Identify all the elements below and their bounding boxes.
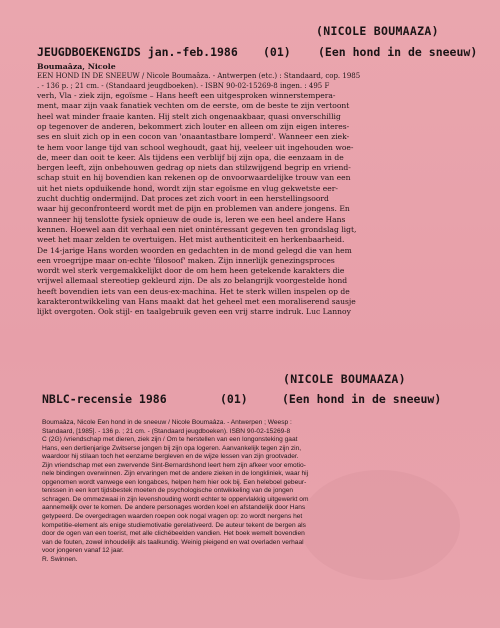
clipping-2-review — [42, 419, 470, 564]
entry-number: (01) — [263, 45, 291, 59]
review-line: kennen. Hoewel aan dit verhaal een niet onintéressant gegeven ten grondslag ligt, — [37, 224, 357, 234]
biblio-line: . - 136 p. ; 21 cm. - (Standaard jeugdboeken). - ISBN 90-02-15269-8 ingen. : 495 F — [37, 81, 330, 90]
clipping-1-review — [37, 62, 483, 318]
review-line: voor jongeren vanaf 12 jaar. — [42, 547, 124, 555]
review-line: tenissen in een kort tijdsbestek moeten de psychologische ontwikkeling van de jongen — [42, 487, 294, 495]
review-line: uit het niets opduikende hond, wordt zijn star egoïsme en vlug gekwetste eer- — [37, 183, 338, 193]
review-line: schap stuit en hij bovendien kan rekenen op de onvoorwaardelijke trouw van een — [37, 173, 351, 183]
clipping-1-header — [37, 45, 478, 59]
review-line: Hans, een dertienjarige Zwitserse jongen bij zijn opa logeren. Aanvankelijk tegen zijn zin, — [42, 444, 302, 452]
review-line: een vroegrijpe maar on-echte 'filosoof' maken. Zijn innerlijk genezingsproces — [37, 255, 335, 265]
review-line: waardoor hij stilaan toch het eenzame bergleven en de wijze lessen van zijn grootvader. — [42, 453, 299, 461]
review-line: wanneer hij tenslotte fysiek opnieuw de oude is, leren we een heel andere Hans — [37, 214, 346, 224]
review-line: verh, Vla - ziek zijn, egoïsme – Hans heeft een uitgesproken winnerstempera- — [37, 91, 336, 101]
review-line: door de ogen van een toerist, met alle clichébeelden vandien. Het boek wemelt bovendien — [42, 530, 305, 538]
review-line: weet het maar zelden te overtuigen. Het mist authenticiteit en herkenbaarheid. — [37, 235, 345, 245]
book-title: (Een hond in de sneeuw) — [282, 392, 442, 406]
review-line: ses en sluit zich op in een cocon van 'onaantastbare lomperd'. Wanneer een ziek- — [37, 132, 350, 142]
review-line: C (2G) /vriendschap met dieren, ziek zijn / Om te herstellen van een longonsteking gaat — [42, 436, 298, 444]
review-line: bergen leeft, zijn onbehouwen gedrag op niets dan stilzwijgend begrip en vriend- — [37, 163, 351, 173]
review-line: schragen. De ommezwaai in zijn levenshouding wordt echter te oppervlakkig uitgewerkt om — [42, 495, 309, 503]
review-line: aannemelijk over te komen. De andere personages worden koel en afstandelijk door Hans — [42, 504, 306, 512]
review-line: karakterontwikkeling van Hans maakt dat het geheel met een moraliserend sausje — [37, 297, 356, 307]
book-title: (Een hond in de sneeuw) — [318, 45, 478, 59]
review-line: te hem voor lange tijd van school weghoudt, gaat hij, veeleer uit ingehouden woe- — [37, 142, 354, 152]
review-line: Boumaâza, Nicole Een hond in de sneeuw / Nicole Boumaâza. - Antwerpen ; Weesp : — [42, 419, 292, 426]
reviewer-signature: R. Swinnen. — [42, 555, 78, 563]
review-line: opgenomen wordt vanwege een longabces, helpen hem hier ook bij. Een heleboel gebeur- — [42, 478, 307, 486]
clipping-2-header — [42, 392, 442, 406]
review-line: de, meer dan ooit te keer. Als tijdens een verblijf bij zijn opa, die eenzaam in de — [37, 152, 344, 162]
source-label: NBLC-recensie 1986 — [42, 392, 167, 406]
review-line: vrijwel allemaal stereotiep gekleurd zijn. De als zo belangrijk voorgestelde hond — [37, 276, 348, 286]
review-line: getypeerd. De overgedragen waarden roepen ook nogal vragen op: zo wordt nergens het — [42, 513, 303, 521]
author-tag-2: (NICOLE BOUMAAZA) — [283, 372, 406, 386]
biblio-line: EEN HOND IN DE SNEEUW / Nicole Boumaâza. - Antwerpen (etc.) : Standaard, cop. 1985 — [37, 72, 361, 81]
review-line: kompetitie-element als enige studiemotivatie gerelativeerd. De auteur tekent de bergen als — [42, 521, 306, 529]
review-line: lijkt overgoten. Ook stijl- en taalgebruik geven een vrij starre indruk. Luc Lannoy — [37, 307, 351, 317]
review-line: Standaard, [1985]. - 136 p. ; 21 cm. - (Standaard jeugdboeken). ISBN 90-02-15269-8 — [42, 427, 291, 435]
review-line: van de fouten, zowel inhoudelijk als taalkundig. Weinig pieigend en wat overladen verhaal — [42, 538, 304, 546]
review-line: nele bindingen overwinnen. Zijn ervaringen met de andere zieken in de longkliniek, waar hij — [42, 470, 309, 478]
review-line: heeft bovendien iets van een deus-ex-machina. Het te sterk willen inspelen op de — [37, 286, 350, 296]
entry-number: (01) — [220, 392, 248, 406]
review-line: heel wat minder fraaie kanten. Hij stelt zich ongenaakbaar, quasi onverschillig — [37, 111, 341, 121]
review-line: waar hij geconfronteerd wordt met de pijn en problemen van andere jongens. En — [37, 204, 350, 214]
review-line: ment, maar zijn vaak fanatiek vechten om de eerste, om de beste te zijn vertoont — [37, 101, 350, 111]
review-author: Boumaâza, Nicole — [37, 62, 116, 71]
source-label: JEUGDBOEKENGIDS jan.-feb.1986 — [37, 45, 238, 59]
review-line: wordt wel sterk vergemakkelijkt door de om hem heen getekende karakters die — [37, 266, 345, 276]
review-line: Zijn vriendschap met een zwervende Sint-Bernardshond leert hem zijn afkeer voor emotio- — [42, 461, 306, 469]
review-line: zucht duchtig ondermijnd. Dat proces zet zich voort in een herstellingsoord — [37, 194, 329, 204]
review-line: De 14-jarige Hans worden woorden en gedachten in de mond gelegd die van hem — [37, 245, 352, 255]
review-line: op tegenover de anderen, bekommert zich louter en alleen om zijn eigen interes- — [37, 122, 350, 131]
author-tag-1: (NICOLE BOUMAAZA) — [316, 24, 439, 38]
